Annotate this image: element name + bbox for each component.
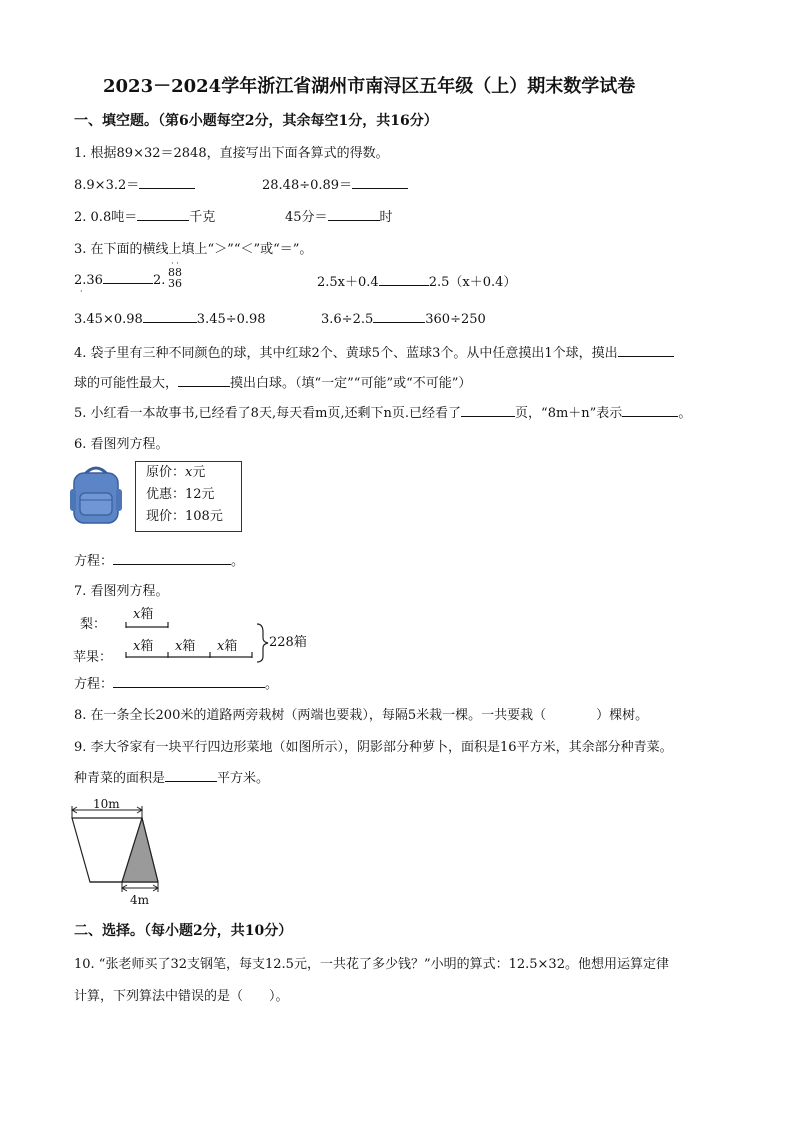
backpack-icon [70, 463, 122, 525]
q1-a-blank[interactable] [139, 176, 195, 189]
total-label: 228箱 [269, 635, 307, 650]
price-original-label: 原价： [146, 465, 186, 480]
q3-b-right: 2.5（x＋0.4） [428, 275, 517, 290]
apple-var-3: x [217, 639, 225, 654]
pear-var: x [133, 607, 141, 622]
q7-eq-end: 。 [265, 677, 279, 692]
q3-d-right: 360÷250 [425, 312, 486, 327]
apple-segment-1-label [133, 635, 153, 654]
q7-stem: 7. 看图列方程。 [74, 584, 169, 599]
q8-end: ）棵树。 [596, 708, 649, 723]
q2-a-unit: 千克 [189, 210, 216, 225]
apple-segment-3-label [217, 635, 237, 654]
q9-text-2: 平方米。 [217, 771, 270, 786]
q5-text-2: 页，“8m＋n”表示 [515, 406, 623, 421]
apple-unit-2: 箱 [182, 639, 196, 654]
q8-text: 8. 在一条全长200米的道路两旁栽树（两端也要栽），每隔5米栽一棵。一共要栽（ [74, 708, 547, 723]
q1-a-expression: 8.9×3.2＝ [74, 178, 140, 193]
q4-blank-1[interactable] [618, 344, 674, 357]
q7-eq-label: 方程： [74, 677, 114, 692]
parallelogram-figure [66, 796, 176, 904]
q1-b-expression: 28.48÷0.89＝ [262, 178, 353, 193]
price-original-unit: 元 [192, 465, 206, 480]
price-original [146, 462, 205, 484]
pear-label: 梨： [80, 617, 107, 632]
q5-text-3: 。 [678, 406, 692, 421]
q2-b-unit: 时 [379, 210, 393, 225]
apple-label: 苹果： [73, 650, 113, 665]
q3-part-b [317, 271, 516, 290]
q1-part-b [262, 174, 408, 193]
apple-unit-3: 箱 [224, 639, 238, 654]
q8-line [74, 704, 648, 723]
apple-segment-2-label [175, 635, 195, 654]
price-discount: 优惠：12元 [146, 487, 215, 502]
q1-b-blank[interactable] [352, 176, 408, 189]
q3-a-dot: · [80, 287, 83, 296]
apple-unit-1: 箱 [140, 639, 154, 654]
apple-var-2: x [175, 639, 183, 654]
q3-a-repeat-top: 88 [168, 266, 182, 279]
q3-stem: 3. 在下面的横线上填上“＞”“＜”或“＝”。 [74, 242, 313, 257]
q4-text-2: 球的可能性最大， [74, 376, 179, 391]
q7-equation [74, 673, 278, 692]
q3-a-repeat-digits: · · 88 36 [168, 259, 182, 290]
q2-a-blank[interactable] [137, 208, 189, 221]
q4-blank-2[interactable] [178, 374, 230, 387]
section-heading-choice: 二、选择。（每小题2分，共10分） [74, 923, 293, 939]
q3-part-a [74, 271, 165, 288]
q3-d-left: 3.6÷2.5 [321, 312, 374, 327]
q3-b-left: 2.5x＋0.4 [317, 275, 379, 290]
q3-a-right-int: 2. [152, 273, 166, 288]
q3-part-c [74, 310, 266, 327]
q5-blank-1[interactable] [461, 404, 515, 417]
q2-b-text: 45分＝ [285, 210, 328, 225]
q3-part-d [321, 310, 486, 327]
page-title: 2023－2024学年浙江省湖州市南浔区五年级（上）期末数学试卷 [103, 76, 636, 97]
label-4m: 4m [130, 893, 150, 907]
q2-part-b [285, 206, 393, 225]
pear-segment-label [133, 603, 153, 622]
q1-part-a [74, 174, 195, 193]
q3-d-blank[interactable] [373, 310, 425, 323]
q2-b-blank[interactable] [328, 208, 380, 221]
q1-stem: 1. 根据89×32＝2848，直接写出下面各算式的得数。 [74, 146, 389, 161]
q6-eq-label: 方程： [74, 554, 114, 569]
q2-part-a [74, 206, 215, 225]
q3-c-blank[interactable] [143, 310, 197, 323]
pear-unit: 箱 [140, 607, 154, 622]
price-original-variable: x [185, 465, 193, 480]
q9-line1: 9. 李大爷家有一块平行四边形菜地（如图所示），阴影部分种萝卜，面积是16平方米，其余部分种青菜。 [74, 740, 673, 755]
section-heading-fill-blank: 一、填空题。（第6小题每空2分，其余每空1分，共16分） [74, 113, 438, 129]
q6-stem: 6. 看图列方程。 [74, 437, 169, 452]
label-10m: 10m [93, 797, 120, 811]
q4-text-3: 摸出白球。（填“一定”“可能”或“不可能”） [230, 376, 472, 391]
price-current: 现价：108元 [146, 509, 223, 524]
q6-eq-end: 。 [231, 554, 245, 569]
q9-text-1: 种青菜的面积是 [74, 771, 166, 786]
q7-eq-blank[interactable] [113, 675, 265, 688]
q3-c-left: 3.45×0.98 [74, 312, 143, 327]
q4-line1 [74, 342, 674, 361]
q3-a-repeat-bottom: 36 [168, 277, 182, 290]
q10-line2: 计算，下列算法中错误的是（ ）。 [74, 989, 289, 1004]
q3-a-blank[interactable] [103, 271, 153, 284]
q3-c-right: 3.45÷0.98 [196, 312, 266, 327]
q9-blank[interactable] [165, 769, 217, 782]
q3-a-left: 2.36 [74, 273, 103, 288]
q2-a-text: 2. 0.8吨＝ [74, 210, 138, 225]
apple-var-1: x [133, 639, 141, 654]
q4-text-1: 4. 袋子里有三种不同颜色的球，其中红球2个、黄球5个、蓝球3个。从中任意摸出1个球，摸出 [74, 346, 618, 361]
q3-b-blank[interactable] [379, 273, 429, 286]
q9-line2 [74, 767, 269, 786]
q5-line [74, 402, 691, 421]
q5-blank-2[interactable] [622, 404, 678, 417]
q4-line2 [74, 372, 471, 391]
q6-eq-blank[interactable] [113, 552, 231, 565]
q6-equation [74, 550, 244, 569]
q10-line1: 10. “张老师买了32支钢笔，每支12.5元，一共花了多少钱？”小明的算式：12.5×32。他想用运算定律 [74, 957, 669, 972]
q5-text-1: 5. 小红看一本故事书,已经看了8天,每天看m页,还剩下n页.已经看了 [74, 406, 462, 421]
